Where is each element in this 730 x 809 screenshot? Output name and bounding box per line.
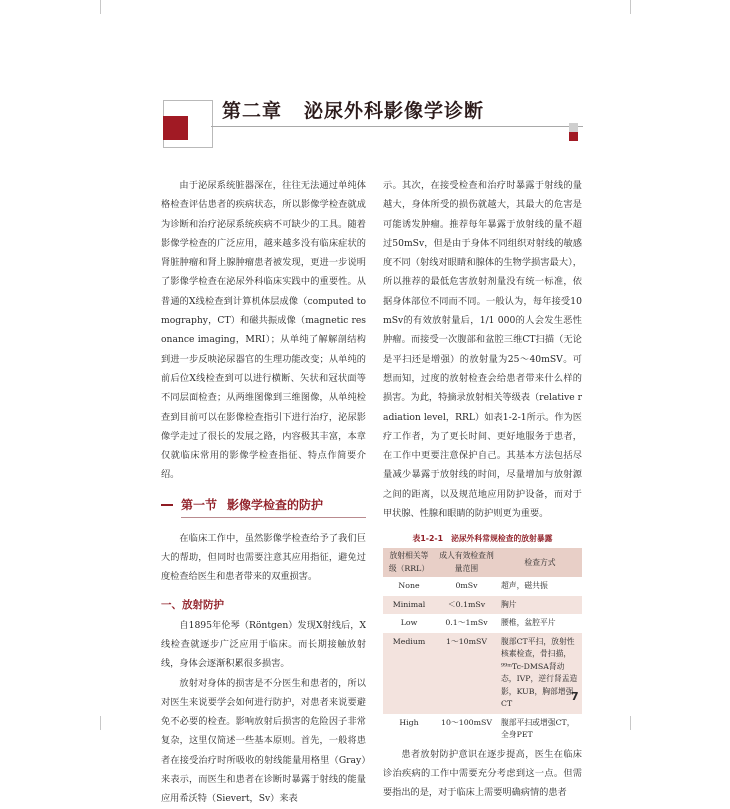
chapter-header-square (163, 116, 188, 140)
roentgen-paragraph: 自1895年伦琴（Röntgen）发现X射线后，X线检查就逐步广泛应用于临床。而长期接触放射线，身体会逐渐积累很多损害。 (161, 619, 366, 670)
chapter-name: 泌尿外科影像学诊断 (304, 100, 485, 122)
section-label: 第一节 (181, 497, 218, 512)
cell-method: 腹部平扫或增强CT，全身PET (501, 717, 575, 740)
intro-paragraph: 由于泌尿系统脏器深在，往往无法通过单纯体格检查评估患者的疾病状态，所以影像学检查就成为诊断和治疗泌尿系统疾病不可缺少的工具。随着影像学检查的广泛应用，越来越多没有临床症状的肾脏肿瘤和肾上腺肿瘤患者被发现，更进一步说明了影像学检查在泌尿外科临床实践中的重要性。从普通的X线检查到计算机体层成像（computed tomography，CT）和磁共振成像（magnetic resonance imaging，MRI）；从单纯了解解剖结构到进一步反映泌尿器官的生理功能改变；从单纯的前后位X线检查到可以进行横断、矢状和冠状面等不同层面检查；从两维图像到三维图像，从单纯检查到目前可以在影像检查指引下进行治疗，泌尿影像学走过了很长的发展之路，内容极其丰富，本章仅就临床常用的影像学检查指征、特点作简要介绍。 (161, 180, 366, 481)
table-header-row (383, 548, 582, 577)
patient-awareness-paragraph: 患者放射防护意识在逐步提高，医生在临床诊治疾病的工作中需要充分考虑到这一点。但需要指出的是，对于临床上需要明确病情的患者 (383, 748, 582, 799)
section-heading-text (181, 496, 323, 513)
subsection-title: 一、放射防护 (161, 598, 224, 611)
continued-paragraph: 示。其次，在接受检查和治疗时暴露于射线的量越大，身体所受的损伤就越大，其最大的危害是可能诱发肿瘤。推荐每年暴露于放射线的量不超过50mSv，但是由于身体不同组织对射线的敏感度不同（射线对眼睛和腺体的生物学损害最大），所以推荐的最低危害放射剂量没有统一标准，依据身体部位不同而不同。一般认为，每年接受10mSv的有效放射量后，1/1 000的人会发生恶性肿瘤。而接受一次腹部和盆腔三维CT扫描（无论是平扫还是增强）的放射量为25～40mSV。可想而知，过度的放射检查会给患者带来什么样的损害。为此，特摘录放射相关等级表（relative radiation level，RRL）如表1-2-1所示。作为医疗工作者，为了更长时间、更好地服务于患者，在工作中更要注意保护自己。其基本方法包括尽量减少暴露于放射线的时间，尽量增加与放射源之间的距离，以及规范地应用防护设备，而对于甲状腺、性腺和眼睛的防护则更为重要。 (383, 180, 583, 520)
table-row (383, 614, 582, 633)
cell-dose: 1～10mSV (435, 633, 498, 714)
section-title: 影像学检查的防护 (227, 497, 324, 512)
cell-dose: 0.1～1mSv (445, 618, 488, 628)
cell-dose: 0mSv (455, 581, 478, 591)
chapter-number: 第二章 (222, 100, 283, 122)
cell-level: Minimal (383, 596, 435, 615)
section-heading (161, 495, 366, 515)
radiation-harm-paragraph: 放射对身体的损害是不分医生和患者的，所以对医生来说要学会如何进行防护，对患者来说要避免不必要的检查。影响放射后损害的危险因子非常复杂，这里仅简述一些基本原则。首先，一般将患者在接受治疗时所吸收的射线能量用格里（Gray）来表示，而医生和患者在诊断时暴露于射线的能量应用希沃特（Sievert，Sv）来表 (161, 677, 366, 805)
crop-mark (630, 716, 631, 730)
cell-level: Medium (383, 633, 435, 714)
crop-mark (630, 0, 631, 14)
table-number: 表1-2-1 (412, 534, 444, 544)
table-title: 泌尿外科常规检查的放射暴露 (451, 534, 553, 544)
header-method: 检查方式 (498, 548, 582, 577)
table-caption (383, 533, 582, 544)
cell-method: 腹部CT平扫，放射性核素检查，骨扫描，⁹⁹ᵐTc-DMSA肾动态，IVP，逆行肾盂造影，KUB，胸部增强CT (498, 633, 582, 714)
section-underline (181, 517, 366, 518)
right-column (383, 176, 582, 803)
chapter-title (222, 96, 484, 123)
crop-mark (100, 0, 101, 14)
cell-dose: 10～100mSV (441, 717, 492, 727)
section-heading-rule (161, 504, 173, 506)
cell-dose: ＜0.1mSv (435, 596, 498, 615)
cell-level: High (399, 717, 419, 727)
page-number: 7 (571, 690, 579, 703)
chapter-title-rule (211, 126, 583, 127)
header-dose: 成人有效检查剂量范围 (435, 548, 498, 577)
radiation-exposure-table (383, 548, 582, 745)
header-rrl: 放射相关等级（RRL） (383, 548, 435, 577)
left-column (161, 176, 366, 809)
crop-mark (100, 716, 101, 730)
cell-method: 胸片 (498, 596, 582, 615)
section-intro-paragraph: 在临床工作中，虽然影像学检查给予了我们巨大的帮助，但同时也需要注意其应用指征，避免过度检查给医生和患者带来的双重损害。 (161, 532, 366, 583)
header-accent-grey (569, 123, 578, 132)
table-row (383, 633, 582, 714)
header-accent-red (569, 132, 578, 141)
cell-method: 超声，磁共振 (501, 581, 548, 591)
table-row (383, 577, 582, 596)
cell-level: None (398, 581, 420, 591)
cell-method: 腰椎，盆腔平片 (501, 618, 556, 628)
table-row (383, 596, 582, 615)
cell-level: Low (400, 618, 418, 628)
table-row (383, 714, 582, 745)
